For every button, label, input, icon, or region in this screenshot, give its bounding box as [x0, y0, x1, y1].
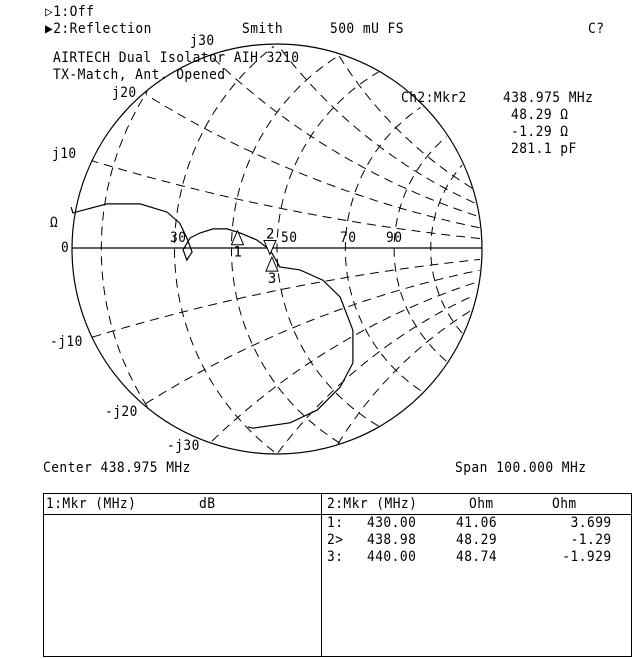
ch1-table-header-mkr: 1:Mkr (MHz) [46, 496, 137, 512]
channel1-indicator-icon: ▷ [45, 4, 54, 20]
cell-freq: 440.00 [367, 549, 417, 565]
channel1-label: 1:Off [53, 4, 95, 20]
title-line-2: TX-Match, Ant. Opened [53, 67, 226, 83]
resistance-circle [345, 107, 420, 390]
marker-3-triangle [266, 257, 278, 271]
reactance-label-j20: j20 [112, 85, 137, 101]
reactance-arc [338, 54, 472, 188]
resistance-label-70: 70 [340, 230, 357, 246]
reactance-arc [338, 310, 472, 444]
cell-id: 1: [327, 515, 344, 531]
reactance-arc [212, 57, 476, 216]
scale-label: 500 mU FS [330, 21, 404, 37]
marker-readout-capacitance: 281.1 pF [511, 141, 577, 157]
table-divider [321, 494, 322, 656]
cell-r: 41.06 [456, 515, 498, 531]
channel2-status[interactable] [45, 21, 152, 37]
resistance-label-0: 0 [61, 240, 70, 256]
reactance-arc [278, 295, 475, 453]
resistance-circle [101, 91, 147, 406]
marker-3-label: 3 [267, 271, 277, 288]
channel2-label: 2:Reflection [53, 21, 152, 37]
cell-r: 48.74 [456, 549, 498, 565]
marker-readout-freq: 438.975 MHz [503, 90, 594, 106]
trace-group [71, 204, 353, 428]
reactance-label-neg-j20: -j20 [105, 404, 138, 420]
marker-1-triangle [231, 231, 243, 245]
cell-r: 48.29 [456, 532, 498, 548]
reflection-trace [71, 204, 353, 428]
reactance-arc [146, 94, 480, 227]
resistance-circle [394, 137, 446, 361]
cell-x: -1.929 [562, 549, 612, 565]
cell-x: -1.29 [570, 532, 612, 548]
resistance-circle [175, 46, 275, 451]
cell-id: 2> [327, 532, 344, 548]
channel2-active-icon: ▶ [45, 21, 54, 37]
title-line-1: AIRTECH Dual Isolator AIH 3210 [53, 50, 300, 66]
format-label: Smith [242, 21, 284, 37]
resistance-label-50: 50 [281, 230, 298, 246]
marker-2-label: 2 [265, 226, 275, 243]
markers-group [231, 226, 277, 287]
resistance-label-30: 30 [170, 230, 187, 246]
ch2-table-header-col1: Ohm [469, 496, 494, 512]
ch2-table-header-col2: Ohm [552, 496, 577, 512]
center-frequency: Center 438.975 MHz [43, 460, 191, 476]
cell-x: 3.699 [570, 515, 612, 531]
span-frequency: Span 100.000 MHz [455, 460, 587, 476]
cal-status: C? [588, 21, 605, 37]
cell-freq: 430.00 [367, 515, 417, 531]
resistance-circle [231, 55, 340, 443]
marker-readout-label: Ch2:Mkr2 [401, 90, 467, 106]
resistance-circle [277, 72, 379, 426]
channel1-status[interactable] [45, 4, 94, 20]
reactance-arc [146, 270, 480, 403]
reactance-arc [93, 161, 481, 239]
smith-grid [93, 45, 481, 452]
resistance-circle [431, 165, 462, 333]
reactance-arc [278, 45, 475, 203]
marker-readout-resistance: 48.29 Ω [511, 107, 569, 123]
marker-readout-reactance: -1.29 Ω [511, 124, 569, 140]
ohm-unit-label: Ω [50, 215, 59, 231]
marker-table [43, 493, 632, 657]
ch1-table-header-unit: dB [199, 496, 216, 512]
reactance-label-j10: j10 [52, 146, 77, 162]
marker-1-label: 1 [233, 244, 242, 261]
reactance-arc [93, 260, 481, 338]
cell-id: 3: [327, 549, 344, 565]
reactance-label-j30: j30 [190, 33, 215, 49]
resistance-label-90: 90 [386, 230, 403, 246]
cell-freq: 438.98 [367, 532, 417, 548]
reactance-label-neg-j30: -j30 [167, 438, 200, 454]
reactance-label-neg-j10: -j10 [50, 334, 83, 350]
ch2-table-header-mkr: 2:Mkr (MHz) [327, 496, 418, 512]
